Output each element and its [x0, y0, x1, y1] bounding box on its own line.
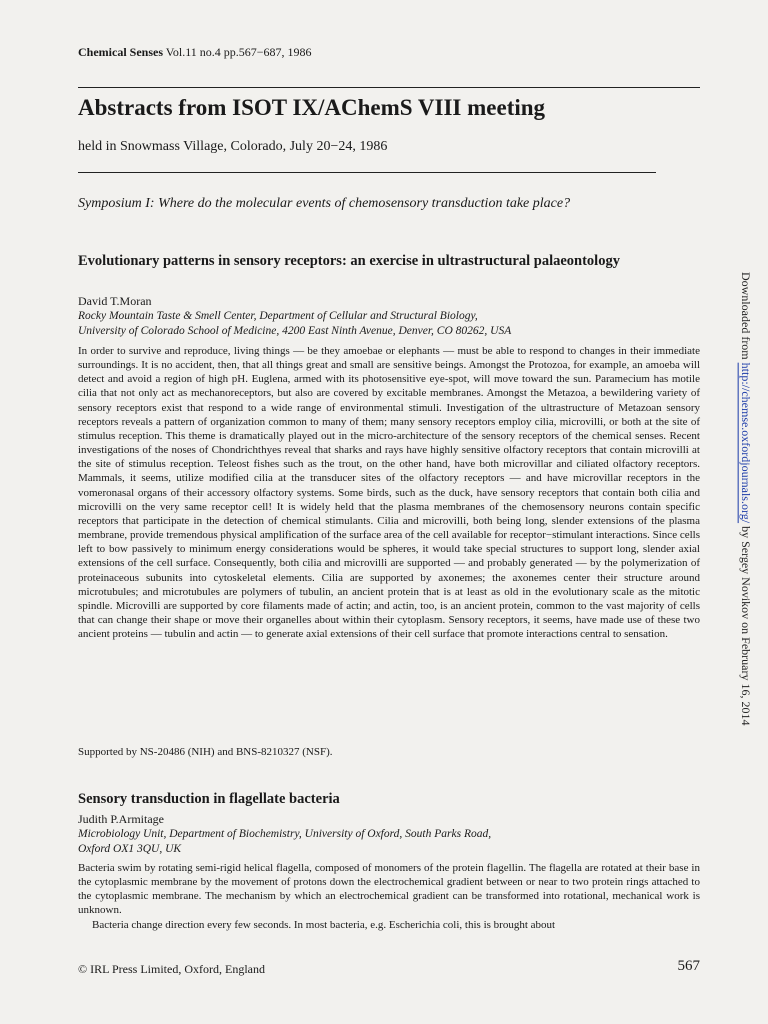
abstract-1-affiliation-line-2: University of Colorado School of Medicine, 4200 East Ninth Avenue, Denver, CO 80262, USA [78, 324, 512, 337]
abstract-2-text: Bacteria swim by rotating semi-rigid helical flagella, composed of monomers of the protein flagellin. The flagella are rotated at their base in the cytoplasmic membrane by the movement of protons down the electrochemical gradient between or near to two protein rings attached to the cytoplasmic membrane. The mechanism by which an electrochemical gradient can be transformed into rotational, mechanical work is unknown. [78, 862, 700, 917]
abstract-2-body [78, 861, 700, 932]
abstract-2-title: Sensory transduction in flagellate bacteria [78, 791, 340, 807]
abstract-1-text: In order to survive and reproduce, living things — be they amoebae or elephants — must be able to respond to changes in their immediate surroundings. It is no accident, then, that all things great and small are sensitive beings. Amongst the Protozoa, for example, an amoeba will detect and avoid a region of high pH. Euglena, armed with its photosensitive eye-spot, will move toward the sun. Paramecium has motile cilia that not only act as mechanoreceptors, but also are covered by excitable membranes. Amongst the Metazoa, a bewildering variety of sensory receptors exist that respond to a wide range of environmental stimuli. Investigation of the ultrastructure of Metazoan sensory receptors reveals a pattern of organization common to many of them; many sensory receptors employ cilia, microvilli, or both at the site of stimulus reception. This theme is dramatically played out in the micro-architecture of the sensory receptors of the chemical senses. Recent investigations of the noses of Chondrichthyes reveal that sharks and rays have highly sensitive olfactory receptors that contain microvilli at the site of stimulus reception. Teleost fishes such as the trout, on the other hand, have both microvillar and ciliated olfactory receptors. Mammals, it seems, utilize modified cilia at the transducer sites of the olfactory receptors — and have microvillar receptors in the vomeronasal organs of their accessory olfactory systems. Some birds, such as the duck, have sensory receptors that contain both cilia and microvilli on the very same receptor cell! It is widely held that the plasma membranes of the chemosensory neurons contain specific receptors that participate in the detection of chemical stimulants. Cilia and microvilli, both being long, slender extensions of the plasma membrane, provide tremendous physical amplification of the surface area of the cell available for receptor−stimulant interactions. Since cells left to bow passively to minimum energy considerations would be spheres, it would take special structures to support long, slender axial extensions of the cell surface. Consequently, both cilia and microvilli are supported — and probably generated — by the polymerization of proteinaceous subunits into cytoskeletal elements. Cilia are supported by axonemes; the axonemes center their structure around microtubules; and microtubules are polymers of tubulin, an ancient protein that is at least as old in the evolutionary scale as the mitotic spindle. Microvilli are supported by core filaments made of actin; and actin, too, is an ancient protein, common to the vast majority of cells that can change their shape or move their organelles about within their cytoplasm. Sensory receptors, it seems, have made use of these two ancient proteins — tubulin and actin — to generate axial extensions of their cell surface that promote interactions central to sensation. [78, 345, 700, 641]
section-rule [78, 172, 656, 173]
header-rule [78, 87, 700, 88]
journal-volume: Vol.11 no.4 pp.567−687, 1986 [163, 45, 312, 59]
abstract-1-body [78, 344, 700, 641]
abstract-1-author: David T.Moran [78, 294, 152, 308]
page-title: Abstracts from ISOT IX/AChemS VIII meeting [78, 95, 546, 120]
publisher-footer: © IRL Press Limited, Oxford, England [78, 962, 265, 976]
abstract-2-affiliation-line-2: Oxford OX1 3QU, UK [78, 842, 182, 855]
symposium-heading: Symposium I: Where do the molecular events of chemosensory transduction take place? [78, 196, 571, 211]
abstract-1-support: Supported by NS-20486 (NIH) and BNS-8210327 (NSF). [78, 746, 333, 758]
abstract-1-affiliation [78, 309, 700, 338]
meeting-location: held in Snowmass Village, Colorado, July 20−24, 1986 [78, 139, 388, 154]
abstract-2-affiliation-line-1: Microbiology Unit, Department of Biochemistry, University of Oxford, South Parks Road, [78, 828, 492, 840]
journal-name: Chemical Senses [78, 45, 163, 59]
abstract-1-title: Evolutionary patterns in sensory receptors: an exercise in ultrastructural palaeontology [78, 253, 620, 269]
abstract-2-text-continued: Bacteria change direction every few seconds. In most bacteria, e.g. Escherichia coli, this is brought about [92, 918, 556, 931]
download-watermark [738, 272, 753, 726]
download-suffix: by Sergey Novikov on February 16, 2014 [739, 523, 753, 726]
paper-page [78, 0, 700, 1024]
download-prefix: Downloaded from [739, 272, 753, 363]
abstract-1-affiliation-line-1: Rocky Mountain Taste & Smell Center, Department of Cellular and Structural Biology, [78, 310, 478, 322]
abstract-2-author: Judith P.Armitage [78, 812, 164, 826]
journal-link[interactable]: http://chemse.oxfordjournals.org/ [739, 362, 753, 524]
journal-citation [78, 45, 312, 60]
abstract-2-affiliation [78, 827, 700, 856]
page-number: 567 [677, 958, 700, 974]
